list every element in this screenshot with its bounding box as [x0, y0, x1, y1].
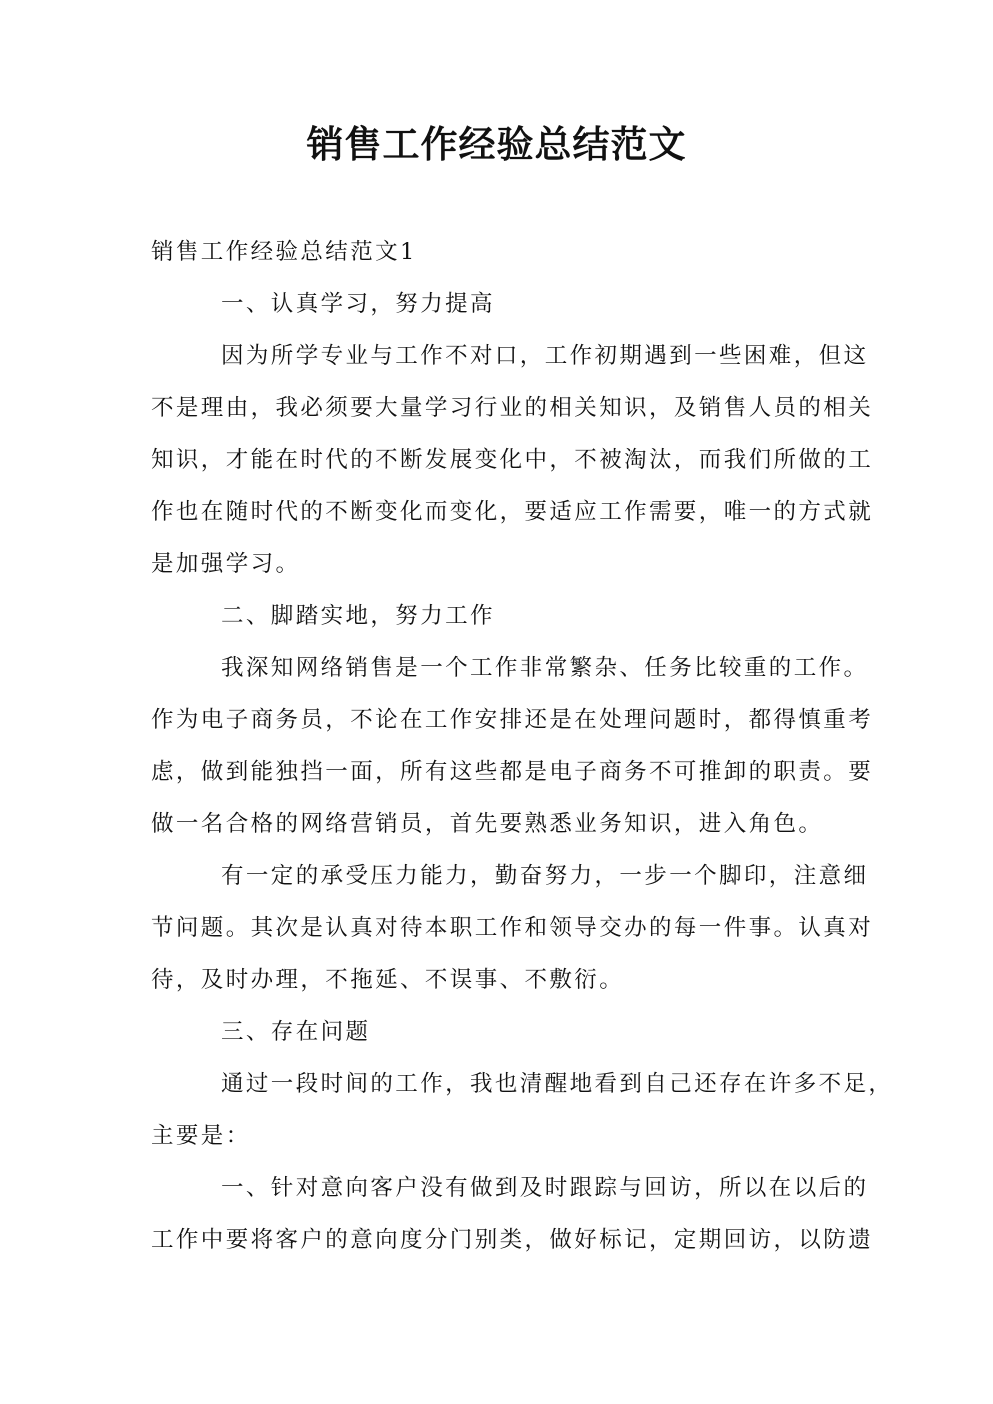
- paragraph-line: 不是理由，我必须要大量学习行业的相关知识，及销售人员的相关: [151, 395, 874, 421]
- paragraph-line: 知识，才能在时代的不断发展变化中，不被淘汰，而我们所做的工: [151, 447, 874, 473]
- paragraph-line: 因为所学专业与工作不对口，工作初期遇到一些困难，但这: [221, 343, 869, 369]
- paragraph-line: 主要是：: [151, 1123, 251, 1149]
- paragraph-line: 待，及时办理，不拖延、不误事、不敷衍。: [151, 967, 625, 993]
- paragraph-line: 做一名合格的网络营销员，首先要熟悉业务知识，进入角色。: [151, 811, 824, 837]
- paragraph-line: 节问题。其次是认真对待本职工作和领导交办的每一件事。认真对: [151, 915, 874, 941]
- paragraph-line: 是加强学习。: [151, 551, 301, 577]
- paragraph-line: 通过一段时间的工作，我也清醒地看到自己还存在许多不足，: [221, 1071, 894, 1097]
- paragraph-line: 我深知网络销售是一个工作非常繁杂、任务比较重的工作。: [221, 655, 869, 681]
- paragraph-line: 一、针对意向客户没有做到及时跟踪与回访，所以在以后的: [221, 1175, 869, 1201]
- paragraph-line: 有一定的承受压力能力，勤奋努力，一步一个脚印，注意细: [221, 863, 869, 889]
- heading-1: 一、认真学习，努力提高: [221, 291, 495, 317]
- heading-2: 二、脚踏实地，努力工作: [221, 603, 495, 629]
- paragraph-line: 作也在随时代的不断变化而变化，要适应工作需要，唯一的方式就: [151, 499, 874, 525]
- heading-3: 三、存在问题: [221, 1019, 371, 1045]
- document-title: 销售工作经验总结范文: [306, 122, 687, 166]
- paragraph-line: 虑，做到能独挡一面，所有这些都是电子商务不可推卸的职责。要: [151, 759, 874, 785]
- paragraph-line: 作为电子商务员，不论在工作安排还是在处理问题时，都得慎重考: [151, 707, 874, 733]
- paragraph-line: 工作中要将客户的意向度分门别类，做好标记，定期回访，以防遗: [151, 1227, 874, 1253]
- section-subtitle: 销售工作经验总结范文1: [151, 239, 417, 265]
